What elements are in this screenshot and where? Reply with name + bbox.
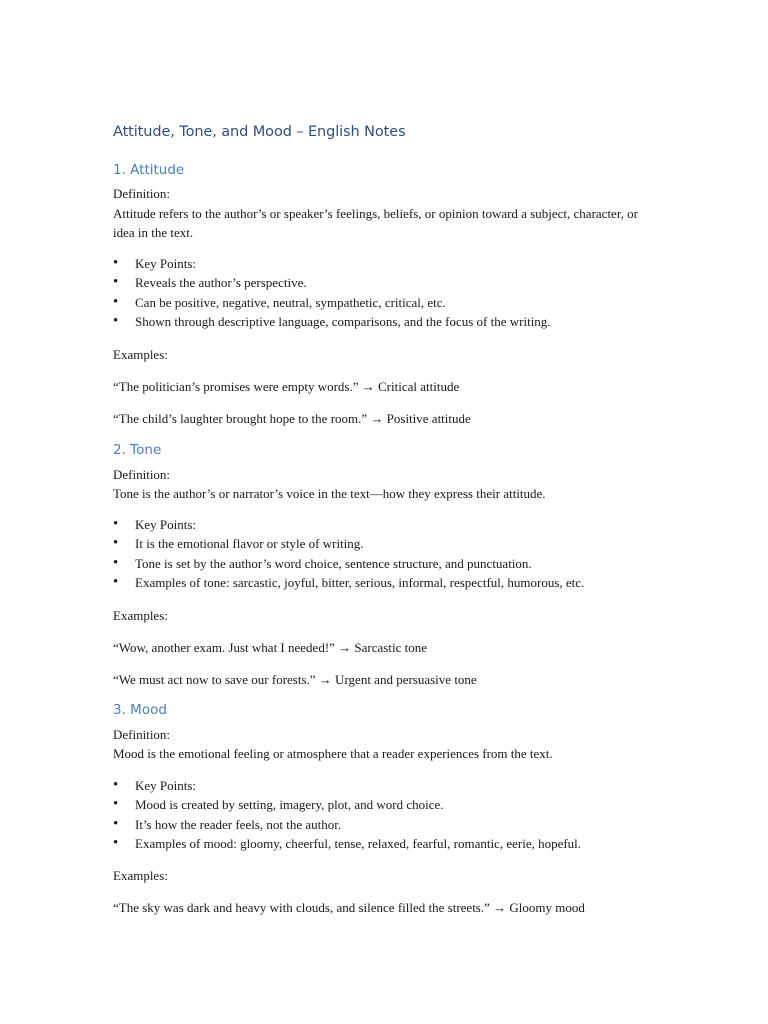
list-item: • Key Points:	[113, 776, 581, 795]
section-heading-attitude: 1. Attitude	[113, 162, 185, 178]
list-item: • Mood is created by setting, imagery, plot, and word choice.	[113, 795, 581, 814]
section-heading-mood: 3. Mood	[113, 702, 167, 718]
list-item: • Key Points:	[113, 254, 551, 273]
list-item: • Shown through descriptive language, comparisons, and the focus of the writing.	[113, 312, 551, 331]
example-line: “The politician’s promises were empty words.” → Critical attitude	[113, 379, 460, 394]
example-line: “The child’s laughter brought hope to the room.” → Positive attitude	[113, 411, 471, 426]
list-item: • Reveals the author’s perspective.	[113, 273, 551, 292]
key-points-list	[113, 776, 581, 854]
definition-label: Definition:	[113, 186, 171, 201]
example-line: “The sky was dark and heavy with clouds, and silence filled the streets.” → Gloomy mood	[113, 900, 585, 915]
document-title: Attitude, Tone, and Mood – English Notes	[113, 124, 406, 140]
section-heading-tone: 2. Tone	[113, 442, 162, 458]
example-line: “Wow, another exam. Just what I needed!” → Sarcastic tone	[113, 640, 427, 655]
definition-label: Definition:	[113, 467, 171, 482]
list-item: • Tone is set by the author’s word choice, sentence structure, and punctuation.	[113, 554, 584, 573]
list-item: • Key Points:	[113, 515, 584, 534]
definition-text: Attitude refers to the author’s or speaker’s feelings, beliefs, or opinion toward a subject, character, or idea in the text.	[113, 206, 638, 240]
list-item: • Examples of mood: gloomy, cheerful, tense, relaxed, fearful, romantic, eerie, hopeful.	[113, 834, 581, 853]
definition-text: Mood is the emotional feeling or atmosphere that a reader experiences from the text.	[113, 746, 553, 761]
list-item: • It’s how the reader feels, not the author.	[113, 815, 581, 834]
examples-label: Examples:	[113, 347, 168, 362]
key-points-list	[113, 515, 584, 593]
examples-label: Examples:	[113, 608, 168, 623]
list-item: • Can be positive, negative, neutral, sympathetic, critical, etc.	[113, 293, 551, 312]
list-item: • Examples of tone: sarcastic, joyful, bitter, serious, informal, respectful, humorous, etc.	[113, 573, 584, 592]
key-points-list	[113, 254, 551, 332]
examples-label: Examples:	[113, 868, 168, 883]
definition-label: Definition:	[113, 727, 171, 742]
definition-text: Tone is the author’s or narrator’s voice in the text—how they express their attitude.	[113, 486, 546, 501]
example-line: “We must act now to save our forests.” → Urgent and persuasive tone	[113, 672, 477, 687]
list-item: • It is the emotional flavor or style of writing.	[113, 534, 584, 553]
